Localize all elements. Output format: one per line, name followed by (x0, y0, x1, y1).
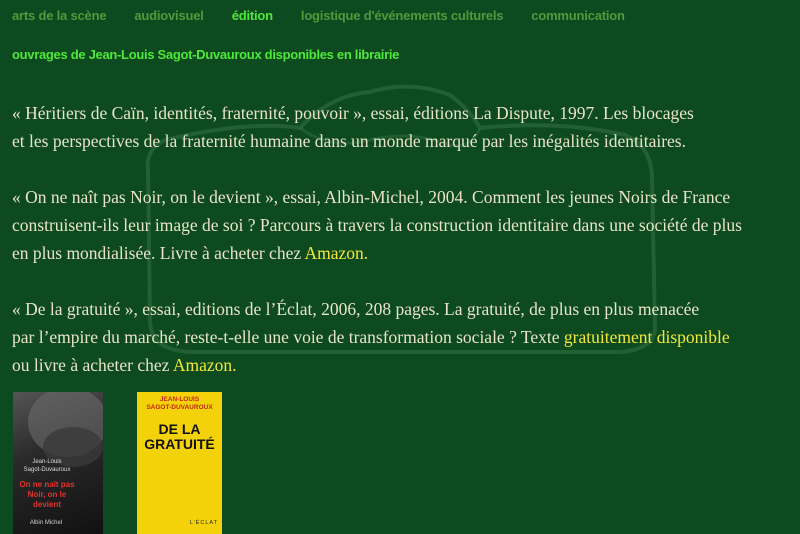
author-last: Sagot-Duvauroux (23, 467, 71, 473)
free-text-link[interactable]: gratuitement disponible (563, 327, 730, 347)
book-cover-de-la-gratuite[interactable] (137, 392, 222, 534)
title-line-2: GRATUITÉ (144, 436, 215, 452)
top-navigation (12, 8, 625, 23)
entry-de-la-gratuite (12, 295, 792, 379)
nav-audiovisuel[interactable]: audiovisuel (134, 8, 204, 23)
book-author (137, 396, 222, 412)
entry-text: ou livre à acheter chez (12, 355, 173, 375)
author-last: SAGOT-DUVAUROUX (146, 404, 213, 411)
book-cover-on-ne-nait-pas-noir[interactable] (13, 392, 103, 534)
nav-communication[interactable]: communication (531, 8, 625, 23)
book-title (137, 422, 222, 452)
amazon-link[interactable]: Amazon. (304, 243, 369, 263)
books-list (12, 99, 792, 407)
nav-arts-de-la-scene[interactable]: arts de la scène (12, 8, 107, 23)
book-author (17, 458, 77, 474)
entry-text: « Héritiers de Caïn, identités, fraternité, pouvoir », essai, éditions La Dispute, 1997. Les blocages (12, 103, 694, 123)
book-publisher: Albin Michel (29, 520, 63, 526)
author-first: Jean-Louis (32, 459, 62, 465)
entry-text: construisent-ils leur image de soi ? Parcours à travers la construction identitaire dans une société de plus (12, 215, 742, 235)
entry-text: par l’empire du marché, reste-t-elle une voie de transformation sociale ? Texte (12, 327, 564, 347)
entry-text: et les perspectives de la fraternité humaine dans un monde marqué par les inégalités identitaires. (12, 131, 686, 151)
entry-text: « On ne naît pas Noir, on le devient », essai, Albin-Michel, 2004. Comment les jeunes Noirs de France (12, 187, 731, 207)
book-title: On ne naît pas Noir, on le devient (19, 480, 75, 509)
page-subtitle: ouvrages de Jean-Louis Sagot-Duvauroux disponibles en librairie (12, 47, 400, 62)
amazon-link[interactable]: Amazon. (172, 355, 237, 375)
author-first: JEAN-LOUIS (159, 396, 200, 403)
entry-text: en plus mondialisée. Livre à acheter chez (12, 243, 305, 263)
entry-text: « De la gratuité », essai, editions de l’Éclat, 2006, 208 pages. La gratuité, de plus en plus menacée (12, 299, 700, 319)
book-publisher: L’ÉCLAT (189, 520, 218, 526)
nav-logistique[interactable]: logistique d'événements culturels (300, 8, 504, 23)
title-line-1: DE LA (158, 421, 201, 437)
entry-heritiers-de-cain (12, 99, 792, 155)
nav-edition[interactable]: édition (231, 8, 273, 23)
entry-on-ne-nait-pas-noir (12, 183, 792, 267)
